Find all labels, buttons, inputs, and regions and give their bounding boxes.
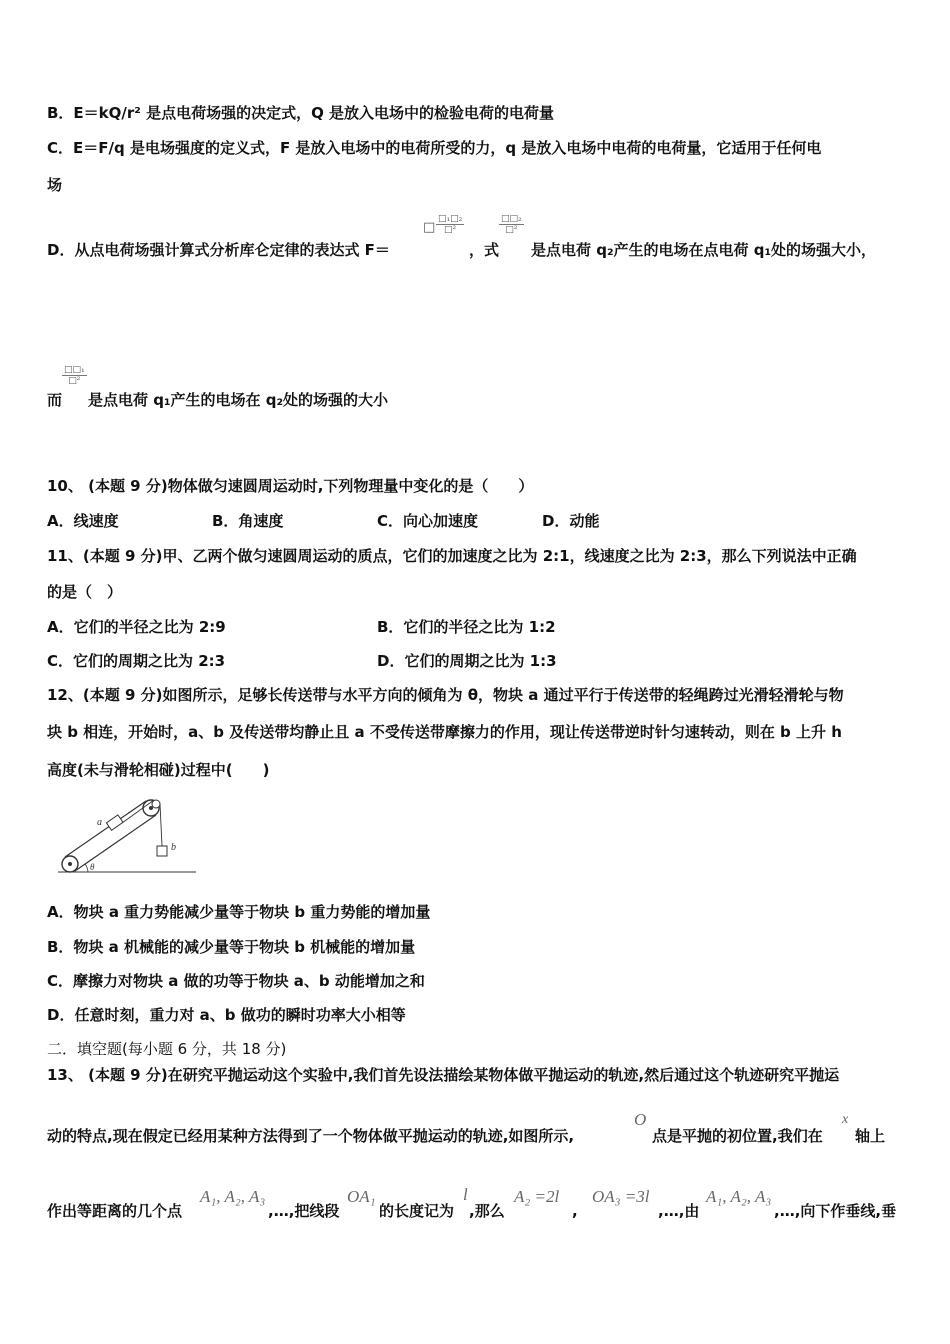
q13-line2-b: 点是平抛的初位置,我们在: [652, 1127, 823, 1145]
q9-option-c-line1: C．E＝F/q 是电场强度的定义式，F 是放入电场中的电荷所受的力，q 是放入电场中电荷的电荷量，它适用于任何电: [47, 139, 822, 157]
q9-formula-field-q2-num: □□₂: [501, 214, 522, 224]
q10-option-c: C．向心加速度: [377, 512, 479, 530]
q13-line3-b: ,…,把线段: [268, 1202, 340, 1220]
q13-math-points: A₁, A₂, A₃: [200, 1187, 266, 1206]
q9-option-d-part2: ，式: [469, 241, 500, 259]
q11-stem-line2: 的是（ ）: [47, 583, 123, 601]
q13-line3-e: ,: [572, 1202, 578, 1220]
q9-option-d-part1: D．从点电荷场强计算式分析库仑定律的表达式 F＝: [47, 241, 390, 259]
rope-vertical: [160, 804, 162, 846]
q9-formula-field-q1-den: □²: [68, 376, 81, 386]
q12-conveyor-figure: [50, 788, 200, 880]
q9-formula-field-q1: [62, 365, 87, 386]
q11-option-d: D．它们的周期之比为 1:3: [377, 652, 557, 670]
q13-line3-c: 的长度记为: [379, 1202, 455, 1220]
q13-math-OA1: OA₁: [347, 1187, 376, 1206]
q13-line3-g: ,…,向下作垂线,垂: [774, 1202, 897, 1220]
q9-formula-field-q2-den: □²: [505, 225, 518, 235]
label-theta: θ: [90, 862, 95, 872]
q13-line3-a: 作出等距离的几个点: [47, 1202, 183, 1220]
q13-math-O: O: [634, 1110, 647, 1129]
q10-option-b: B．角速度: [212, 512, 284, 530]
label-a: a: [97, 817, 102, 828]
q10-option-d: D．动能: [542, 512, 600, 530]
q10-stem: 10、 (本题 9 分)物体做匀速圆周运动时,下列物理量中变化的是（ ）: [47, 477, 534, 495]
q12-stem-line2: 块 b 相连，开始时，a、b 及传送带均静止且 a 不受传送带摩擦力的作用，现让传送带逆时针匀速转动，则在 b 上升 h: [47, 723, 842, 741]
q9-formula-coulomb: [436, 214, 464, 235]
q12-option-c: C．摩擦力对物块 a 做的功等于物块 a、b 动能增加之和: [47, 972, 425, 990]
q13-line2-c: 轴上: [855, 1127, 886, 1145]
q13-math-points-2: A₁, A₂, A₃: [706, 1187, 772, 1206]
label-b: b: [171, 842, 176, 853]
pulley: [152, 800, 160, 808]
q9-formula-prefix: □: [423, 220, 436, 235]
q9-formula-field-q2: [499, 214, 524, 235]
q9-formula-field-q1-num: □□₁: [64, 365, 85, 375]
q12-option-d: D．任意时刻，重力对 a、b 做功的瞬时功率大小相等: [47, 1006, 406, 1024]
q12-stem-line1: 12、(本题 9 分)如图所示，足够长传送带与水平方向的倾角为 θ，物块 a 通过平行于传送带的轻绳跨过光滑轻滑轮与物: [47, 686, 844, 704]
q13-math-OA3: OA₃ =3l: [592, 1187, 650, 1206]
belt-upper: [65, 801, 146, 857]
q13-math-l: l: [463, 1185, 468, 1204]
angle-arc: [85, 864, 88, 872]
q12-option-a: A．物块 a 重力势能减少量等于物块 b 重力势能的增加量: [47, 903, 431, 921]
section-heading-fill-in: 二．填空题(每小题 6 分，共 18 分): [47, 1040, 287, 1058]
q13-math-A2: A₂ =2l: [514, 1187, 560, 1206]
q9-option-d-line2-prefix: 而: [47, 391, 63, 409]
q9-option-d-part3: 是点电荷 q₂产生的电场在点电荷 q₁处的场强大小，: [531, 241, 877, 259]
q9-option-d-line2-suffix: 是点电荷 q₁产生的电场在 q₂处的场强的大小: [88, 391, 389, 409]
q11-option-b: B．它们的半径之比为 1:2: [377, 618, 556, 636]
q10-option-a: A．线速度: [47, 512, 119, 530]
q13-line1: 13、 (本题 9 分)在研究平抛运动这个实验中,我们首先设法描绘某物体做平抛运动的轨迹,然后通过这个轨迹研究平抛运: [47, 1066, 840, 1084]
q9-formula-coulomb-den: □²: [444, 225, 457, 235]
q13-math-x: x: [842, 1112, 849, 1127]
q12-option-b: B．物块 a 机械能的减少量等于物块 b 机械能的增加量: [47, 938, 416, 956]
block-b: [157, 846, 167, 856]
block-a: [106, 815, 123, 830]
q12-stem-line3: 高度(未与滑轮相碰)过程中( ): [47, 761, 270, 779]
q9-option-c-line2: 场: [47, 176, 63, 194]
q13-line3-d: ,那么: [469, 1202, 505, 1220]
q13-line3-f: ,…,由: [658, 1202, 700, 1220]
q9-formula-coulomb-num: □₁□₂: [438, 214, 463, 224]
bottom-roller-axle: [68, 862, 72, 866]
q9-option-b: B．E＝kQ/r² 是点电荷场强的决定式，Q 是放入电场中的检验电荷的电荷量: [47, 104, 555, 122]
q11-stem-line1: 11、(本题 9 分)甲、乙两个做匀速圆周运动的质点，它们的加速度之比为 2:1，线速度之比为 2:3，那么下列说法中正确: [47, 547, 857, 565]
q13-line2-a: 动的特点,现在假定已经用某种方法得到了一个物体做平抛运动的轨迹,如图所示,: [47, 1127, 575, 1145]
q11-option-a: A．它们的半径之比为 2:9: [47, 618, 226, 636]
q11-option-c: C．它们的周期之比为 2:3: [47, 652, 226, 670]
